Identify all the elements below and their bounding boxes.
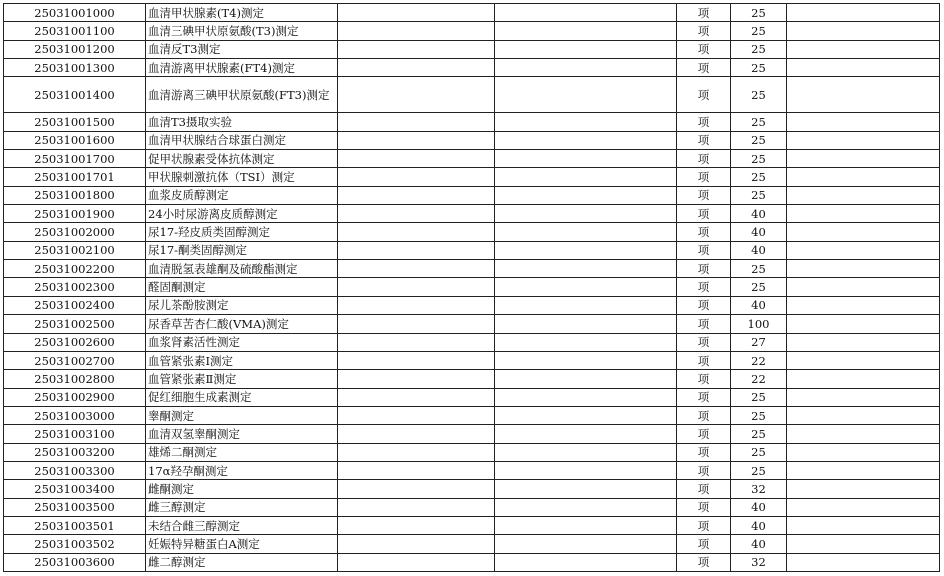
blank-cell (338, 388, 495, 406)
fee-table (3, 3, 940, 572)
blank-cell (787, 223, 940, 241)
name-cell: 雌二醇测定 (146, 553, 338, 571)
blank-cell (338, 22, 495, 40)
blank-cell (338, 278, 495, 296)
blank-cell (495, 480, 677, 498)
code-cell: 25031001700 (4, 150, 146, 168)
price-cell: 25 (731, 4, 787, 22)
code-cell: 25031001500 (4, 113, 146, 131)
price-cell: 40 (731, 498, 787, 516)
table-row (4, 351, 940, 369)
table-row (4, 498, 940, 516)
name-cell: 促甲状腺素受体抗体测定 (146, 150, 338, 168)
blank-cell (338, 4, 495, 22)
table-row (4, 296, 940, 314)
price-cell: 25 (731, 22, 787, 40)
blank-cell (338, 150, 495, 168)
code-cell: 25031003501 (4, 516, 146, 534)
unit-cell: 项 (677, 351, 731, 369)
code-cell: 25031003400 (4, 480, 146, 498)
unit-cell: 项 (677, 186, 731, 204)
code-cell: 25031003600 (4, 553, 146, 571)
blank-cell (338, 186, 495, 204)
table-row (4, 461, 940, 479)
table-row (4, 168, 940, 186)
blank-cell (787, 351, 940, 369)
blank-cell (338, 223, 495, 241)
unit-cell: 项 (677, 333, 731, 351)
blank-cell (787, 443, 940, 461)
table-row (4, 205, 940, 223)
blank-cell (495, 77, 677, 113)
table-row (4, 59, 940, 77)
table-row (4, 4, 940, 22)
blank-cell (495, 150, 677, 168)
blank-cell (338, 553, 495, 571)
code-cell: 25031002400 (4, 296, 146, 314)
blank-cell (338, 351, 495, 369)
blank-cell (338, 315, 495, 333)
name-cell: 醛固酮测定 (146, 278, 338, 296)
unit-cell: 项 (677, 535, 731, 553)
name-cell: 24小时尿游离皮质醇测定 (146, 205, 338, 223)
blank-cell (787, 77, 940, 113)
code-cell: 25031001000 (4, 4, 146, 22)
name-cell: 促红细胞生成素测定 (146, 388, 338, 406)
blank-cell (495, 131, 677, 149)
blank-cell (338, 59, 495, 77)
unit-cell: 项 (677, 241, 731, 259)
price-cell: 25 (731, 168, 787, 186)
blank-cell (787, 40, 940, 58)
unit-cell: 项 (677, 205, 731, 223)
table-row (4, 260, 940, 278)
blank-cell (338, 461, 495, 479)
blank-cell (338, 370, 495, 388)
blank-cell (338, 131, 495, 149)
name-cell: 血清反T3测定 (146, 40, 338, 58)
unit-cell: 项 (677, 131, 731, 149)
unit-cell: 项 (677, 260, 731, 278)
blank-cell (787, 22, 940, 40)
code-cell: 25031002500 (4, 315, 146, 333)
blank-cell (787, 480, 940, 498)
code-cell: 25031002300 (4, 278, 146, 296)
name-cell: 尿儿茶酚胺测定 (146, 296, 338, 314)
blank-cell (787, 388, 940, 406)
table-row (4, 388, 940, 406)
table-row (4, 516, 940, 534)
price-cell: 40 (731, 241, 787, 259)
blank-cell (338, 425, 495, 443)
blank-cell (338, 333, 495, 351)
unit-cell: 项 (677, 461, 731, 479)
unit-cell: 项 (677, 315, 731, 333)
table-row (4, 480, 940, 498)
blank-cell (495, 406, 677, 424)
name-cell: 血清三碘甲状原氨酸(T3)测定 (146, 22, 338, 40)
name-cell: 尿香草苦杏仁酸(VMA)测定 (146, 315, 338, 333)
name-cell: 血清游离甲状腺素(FT4)测定 (146, 59, 338, 77)
code-cell: 25031002600 (4, 333, 146, 351)
code-cell: 25031002700 (4, 351, 146, 369)
name-cell: 血清甲状腺结合球蛋白测定 (146, 131, 338, 149)
name-cell: 血管紧张素Ⅰ测定 (146, 351, 338, 369)
blank-cell (787, 59, 940, 77)
name-cell: 血清T3摄取实验 (146, 113, 338, 131)
name-cell: 血清脱氢表雄酮及硫酸酯测定 (146, 260, 338, 278)
unit-cell: 项 (677, 388, 731, 406)
price-cell: 25 (731, 425, 787, 443)
code-cell: 25031001800 (4, 186, 146, 204)
name-cell: 未结合雌三醇测定 (146, 516, 338, 534)
name-cell: 雌三醇测定 (146, 498, 338, 516)
table-row (4, 22, 940, 40)
blank-cell (787, 425, 940, 443)
price-cell: 25 (731, 186, 787, 204)
table-row (4, 553, 940, 571)
unit-cell: 项 (677, 59, 731, 77)
name-cell: 雄烯二酮测定 (146, 443, 338, 461)
blank-cell (338, 77, 495, 113)
table-body (4, 4, 940, 572)
blank-cell (495, 59, 677, 77)
price-cell: 100 (731, 315, 787, 333)
code-cell: 25031002000 (4, 223, 146, 241)
code-cell: 25031001200 (4, 40, 146, 58)
price-cell: 32 (731, 553, 787, 571)
price-cell: 40 (731, 535, 787, 553)
blank-cell (787, 333, 940, 351)
blank-cell (338, 205, 495, 223)
code-cell: 25031003000 (4, 406, 146, 424)
code-cell: 25031003100 (4, 425, 146, 443)
code-cell: 25031001600 (4, 131, 146, 149)
name-cell: 甲状腺刺激抗体（TSI）测定 (146, 168, 338, 186)
name-cell: 血管紧张素Ⅱ测定 (146, 370, 338, 388)
unit-cell: 项 (677, 516, 731, 534)
blank-cell (338, 498, 495, 516)
table-row (4, 113, 940, 131)
price-cell: 25 (731, 388, 787, 406)
blank-cell (787, 498, 940, 516)
unit-cell: 项 (677, 296, 731, 314)
table-row (4, 40, 940, 58)
blank-cell (495, 260, 677, 278)
blank-cell (787, 315, 940, 333)
blank-cell (495, 498, 677, 516)
price-cell: 25 (731, 131, 787, 149)
blank-cell (338, 260, 495, 278)
name-cell: 妊娠特异糖蛋白A测定 (146, 535, 338, 553)
unit-cell: 项 (677, 4, 731, 22)
table-row (4, 278, 940, 296)
name-cell: 血浆皮质醇测定 (146, 186, 338, 204)
name-cell: 雌酮测定 (146, 480, 338, 498)
table-row (4, 150, 940, 168)
unit-cell: 项 (677, 498, 731, 516)
code-cell: 25031001900 (4, 205, 146, 223)
blank-cell (495, 205, 677, 223)
blank-cell (495, 278, 677, 296)
unit-cell: 项 (677, 77, 731, 113)
table-row (4, 370, 940, 388)
blank-cell (495, 186, 677, 204)
blank-cell (787, 205, 940, 223)
blank-cell (495, 168, 677, 186)
price-cell: 40 (731, 296, 787, 314)
price-cell: 25 (731, 77, 787, 113)
table-row (4, 406, 940, 424)
blank-cell (787, 186, 940, 204)
table-row (4, 241, 940, 259)
blank-cell (338, 168, 495, 186)
blank-cell (495, 333, 677, 351)
table-row (4, 315, 940, 333)
unit-cell: 项 (677, 40, 731, 58)
name-cell: 睾酮测定 (146, 406, 338, 424)
code-cell: 25031001400 (4, 77, 146, 113)
blank-cell (338, 40, 495, 58)
code-cell: 25031003200 (4, 443, 146, 461)
table-row (4, 443, 940, 461)
code-cell: 25031003502 (4, 535, 146, 553)
name-cell: 血清双氢睾酮测定 (146, 425, 338, 443)
blank-cell (338, 516, 495, 534)
code-cell: 25031003500 (4, 498, 146, 516)
unit-cell: 项 (677, 370, 731, 388)
blank-cell (495, 241, 677, 259)
name-cell: 17α羟孕酮测定 (146, 461, 338, 479)
blank-cell (787, 150, 940, 168)
blank-cell (787, 296, 940, 314)
blank-cell (495, 516, 677, 534)
price-cell: 25 (731, 150, 787, 168)
blank-cell (787, 370, 940, 388)
price-cell: 40 (731, 205, 787, 223)
blank-cell (787, 241, 940, 259)
table-row (4, 77, 940, 113)
blank-cell (495, 351, 677, 369)
unit-cell: 项 (677, 553, 731, 571)
name-cell: 尿17-酮类固醇测定 (146, 241, 338, 259)
code-cell: 25031002900 (4, 388, 146, 406)
blank-cell (787, 553, 940, 571)
blank-cell (338, 113, 495, 131)
price-cell: 27 (731, 333, 787, 351)
price-cell: 25 (731, 40, 787, 58)
code-cell: 25031002100 (4, 241, 146, 259)
price-cell: 40 (731, 516, 787, 534)
unit-cell: 项 (677, 443, 731, 461)
blank-cell (787, 278, 940, 296)
blank-cell (338, 296, 495, 314)
table-row (4, 333, 940, 351)
unit-cell: 项 (677, 168, 731, 186)
table-row (4, 425, 940, 443)
blank-cell (495, 315, 677, 333)
price-cell: 40 (731, 223, 787, 241)
blank-cell (495, 4, 677, 22)
blank-cell (338, 480, 495, 498)
unit-cell: 项 (677, 150, 731, 168)
name-cell: 尿17-羟皮质类固醇测定 (146, 223, 338, 241)
blank-cell (338, 241, 495, 259)
name-cell: 血清游离三碘甲状原氨酸(FT3)测定 (146, 77, 338, 113)
code-cell: 25031001701 (4, 168, 146, 186)
blank-cell (338, 406, 495, 424)
name-cell: 血浆肾素活性测定 (146, 333, 338, 351)
blank-cell (338, 535, 495, 553)
blank-cell (787, 131, 940, 149)
unit-cell: 项 (677, 406, 731, 424)
table-row (4, 223, 940, 241)
table-row (4, 131, 940, 149)
price-cell: 25 (731, 59, 787, 77)
blank-cell (787, 535, 940, 553)
price-cell: 25 (731, 461, 787, 479)
price-cell: 25 (731, 113, 787, 131)
unit-cell: 项 (677, 278, 731, 296)
blank-cell (495, 535, 677, 553)
blank-cell (495, 388, 677, 406)
unit-cell: 项 (677, 113, 731, 131)
code-cell: 25031001300 (4, 59, 146, 77)
unit-cell: 项 (677, 22, 731, 40)
blank-cell (338, 443, 495, 461)
unit-cell: 项 (677, 223, 731, 241)
unit-cell: 项 (677, 480, 731, 498)
unit-cell: 项 (677, 425, 731, 443)
blank-cell (495, 113, 677, 131)
price-cell: 32 (731, 480, 787, 498)
blank-cell (787, 260, 940, 278)
blank-cell (787, 461, 940, 479)
price-cell: 25 (731, 260, 787, 278)
name-cell: 血清甲状腺素(T4)测定 (146, 4, 338, 22)
blank-cell (495, 443, 677, 461)
blank-cell (495, 296, 677, 314)
blank-cell (495, 553, 677, 571)
code-cell: 25031003300 (4, 461, 146, 479)
code-cell: 25031001100 (4, 22, 146, 40)
blank-cell (787, 4, 940, 22)
price-cell: 25 (731, 278, 787, 296)
price-cell: 22 (731, 351, 787, 369)
code-cell: 25031002800 (4, 370, 146, 388)
price-cell: 25 (731, 443, 787, 461)
blank-cell (787, 113, 940, 131)
price-cell: 25 (731, 406, 787, 424)
blank-cell (495, 370, 677, 388)
table-row (4, 535, 940, 553)
blank-cell (787, 516, 940, 534)
price-cell: 22 (731, 370, 787, 388)
blank-cell (495, 40, 677, 58)
blank-cell (495, 22, 677, 40)
blank-cell (495, 461, 677, 479)
blank-cell (495, 425, 677, 443)
code-cell: 25031002200 (4, 260, 146, 278)
blank-cell (787, 406, 940, 424)
blank-cell (787, 168, 940, 186)
table-row (4, 186, 940, 204)
blank-cell (495, 223, 677, 241)
